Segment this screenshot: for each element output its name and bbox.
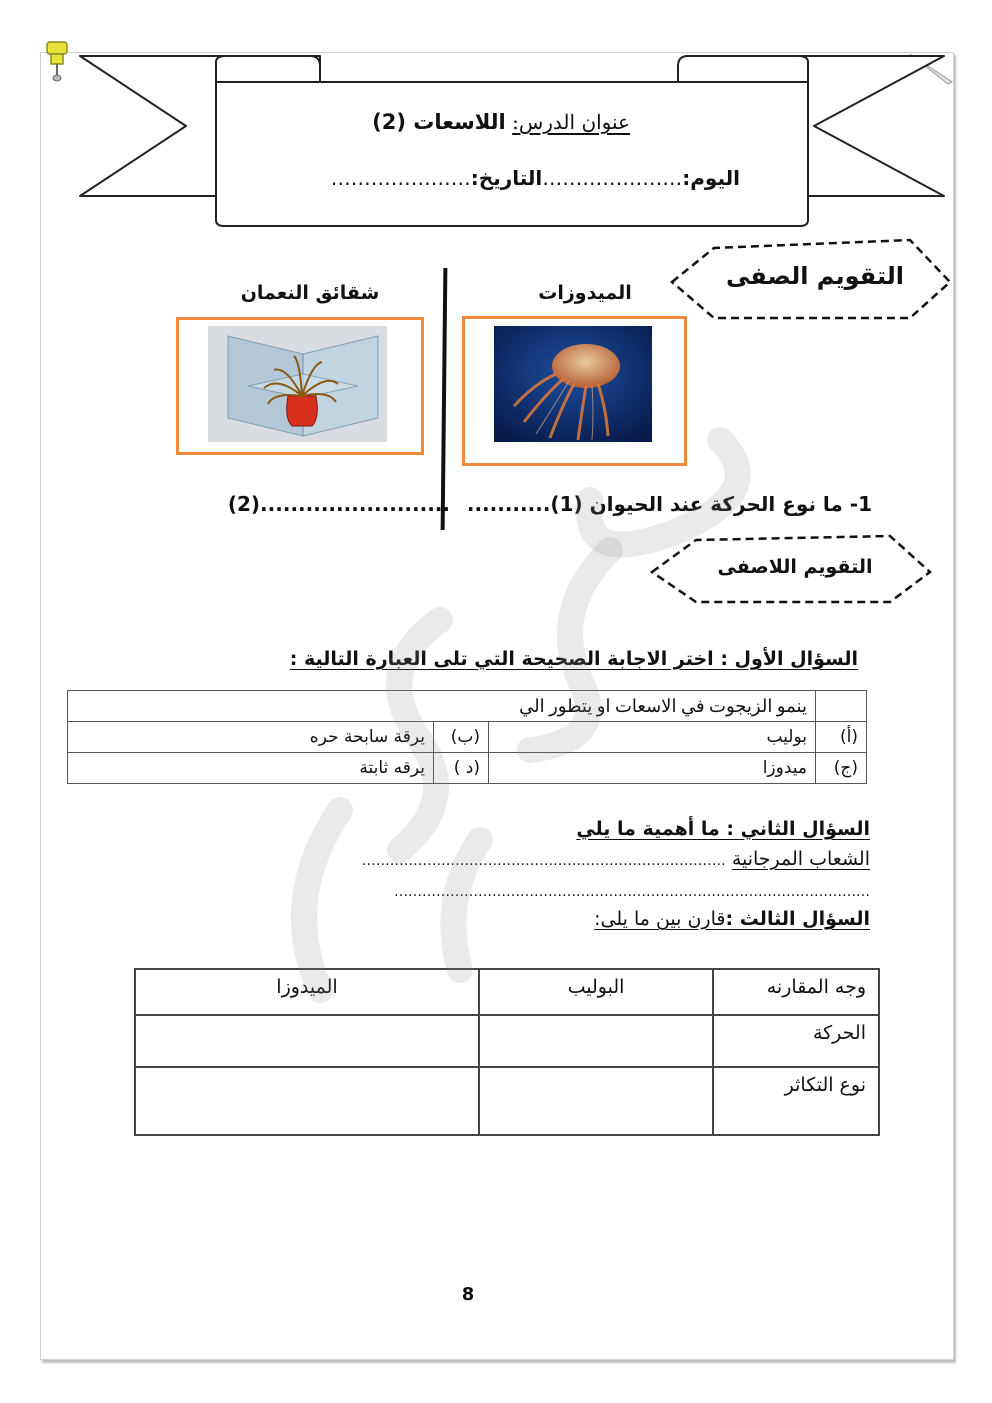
lesson-label: عنوان الدرس: [512,110,630,134]
q1-option-key[interactable]: (أ) [816,722,867,753]
q3-answer-cell[interactable] [479,1067,713,1135]
q3-compare-table [134,968,880,1136]
q3-answer-cell[interactable] [479,1015,713,1067]
q2-answer-dots-1: …………………………………………………………………… [361,853,726,869]
q1-option-key[interactable]: (ج) [816,753,867,784]
q3-answer-cell[interactable] [135,1015,479,1067]
date-label: التاريخ: [470,166,543,190]
q1-option-text[interactable]: يرقه ثابتة [68,753,434,784]
q1-statement: ينمو الزيجوت في الاسعات او يتطور الي [68,691,816,722]
jellyfish-image [494,326,652,442]
ribbon-banner [78,54,946,232]
lesson-title: اللاسعات (2) [372,110,506,134]
q3-header-cell: وجه المقارنه [713,969,879,1015]
nonclass-eval-text: التقويم اللاصفى [717,556,873,578]
pushpin-icon [44,38,70,84]
day-label: اليوم: [682,166,740,190]
q1-option-key[interactable]: (ب) [434,722,489,753]
date-dots: ………………… [330,166,471,190]
page-number: 8 [461,1284,475,1305]
day-dots: ………………… [542,166,683,190]
movement-question: 1- ما نوع الحركة عند الحيوان (1)........... [466,492,872,516]
medusa-label: الميدوزات [538,282,632,304]
anemone-label: شقائق النعمان [240,282,380,304]
q3-answer-cell[interactable] [135,1067,479,1135]
q2-item: الشعاب المرجانية [731,848,870,870]
sea-anemone-image [208,326,387,442]
class-eval-text: التقويم الصفى [726,262,904,290]
q3-instruction: قارن بين ما يلى: [594,908,726,930]
q3-title: السؤال الثالث : [725,908,870,930]
movement-answer-2: (2)......................... [227,492,450,516]
q3-header-cell: البوليب [479,969,713,1015]
q1-option-text[interactable]: ميدوزا [489,753,816,784]
q3-row-label: الحركة [713,1015,879,1067]
q1-choices-table [67,690,867,784]
q3-row-label: نوع التكاثر [713,1067,879,1135]
q3-header-cell: الميدوزا [135,969,479,1015]
q1-title: السؤال الأول : اختر الاجابة الصحيحة التي تلى العبارة التالية : [289,648,858,670]
q2-answer-dots-2: ………………………………………………………………………………………… [394,884,870,900]
q1-option-text[interactable]: بوليب [489,722,816,753]
q1-option-key[interactable]: (د ) [434,753,489,784]
q2-title: السؤال الثاني : ما أهمية ما يلي [576,818,870,840]
q1-blank-cell [816,691,867,722]
q1-option-text[interactable]: يرقة سابحة حره [68,722,434,753]
